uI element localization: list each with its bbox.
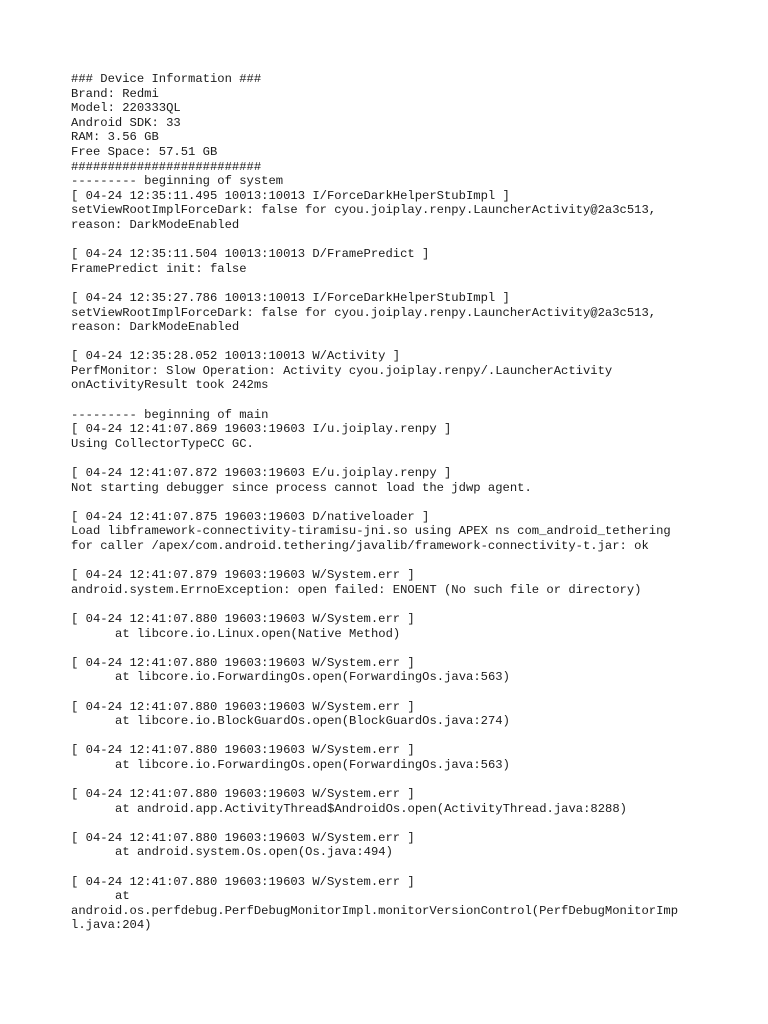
device-free-space: Free Space: 57.51 GB — [71, 144, 218, 159]
stack-trace-line: android.os.perfdebug.PerfDebugMonitorImpl.monitorVersionControl(PerfDebugMonitorImp — [71, 903, 679, 918]
stack-trace-line: l.java:204) — [71, 918, 152, 933]
stack-trace-line: at android.app.ActivityThread$AndroidOs.open(ActivityThread.java:8288) — [115, 801, 627, 816]
device-ram: RAM: 3.56 GB — [71, 130, 159, 145]
blank-line — [71, 860, 751, 875]
log-entry-header: [ 04-24 12:41:07.880 19603:19603 W/System.err ] — [71, 611, 415, 626]
log-entry-line: reason: DarkModeEnabled — [71, 217, 240, 232]
log-entry — [71, 291, 751, 335]
blank-line — [71, 451, 751, 466]
stack-trace-line: at libcore.io.BlockGuardOs.open(BlockGuardOs.java:274) — [115, 714, 510, 729]
log-entry-header: [ 04-24 12:41:07.869 19603:19603 I/u.joiplay.renpy ] — [71, 422, 452, 437]
log-entry-line: Using CollectorTypeCC GC. — [71, 436, 254, 451]
blank-line — [71, 641, 751, 656]
stack-trace-line: at — [115, 889, 130, 904]
log-entry — [71, 831, 751, 860]
log-entry — [71, 612, 751, 641]
log-entry-header: [ 04-24 12:41:07.880 19603:19603 W/System.err ] — [71, 699, 415, 714]
log-entry — [71, 466, 751, 495]
log-entry-line: android.system.ErrnoException: open failed: ENOENT (No such file or directory) — [71, 582, 642, 597]
log-entry-line: PerfMonitor: Slow Operation: Activity cyou.joiplay.renpy/.LauncherActivity — [71, 363, 613, 378]
section-system-header: --------- beginning of system — [71, 174, 284, 189]
log-entry-header: [ 04-24 12:41:07.879 19603:19603 W/System.err ] — [71, 568, 415, 583]
blank-line — [71, 233, 751, 248]
blank-line — [71, 773, 751, 788]
log-entry-line: reason: DarkModeEnabled — [71, 320, 240, 335]
log-entry-line: setViewRootImplForceDark: false for cyou.joiplay.renpy.LauncherActivity@2a3c513, — [71, 203, 657, 218]
log-entry — [71, 422, 751, 451]
blank-line — [71, 685, 751, 700]
log-entry-line: FramePredict init: false — [71, 261, 247, 276]
blank-line — [71, 393, 751, 408]
log-entry-header: [ 04-24 12:35:11.495 10013:10013 I/ForceDarkHelperStubImpl ] — [71, 188, 510, 203]
section-main-header: --------- beginning of main — [71, 407, 269, 422]
blank-line — [71, 729, 751, 744]
log-entry — [71, 349, 751, 393]
log-entry-line: setViewRootImplForceDark: false for cyou.joiplay.renpy.LauncherActivity@2a3c513, — [71, 305, 657, 320]
log-entry-header: [ 04-24 12:41:07.872 19603:19603 E/u.joiplay.renpy ] — [71, 466, 452, 481]
log-entry-header: [ 04-24 12:35:11.504 10013:10013 D/FramePredict ] — [71, 247, 430, 262]
log-entry — [71, 787, 751, 816]
device-sdk: Android SDK: 33 — [71, 115, 181, 130]
log-entry-line: for caller /apex/com.android.tethering/javalib/framework-connectivity-t.jar: ok — [71, 539, 649, 553]
log-entry-header: [ 04-24 12:41:07.880 19603:19603 W/System.err ] — [71, 874, 415, 889]
log-entry — [71, 568, 751, 597]
blank-line — [71, 335, 751, 350]
log-entry-header: [ 04-24 12:41:07.880 19603:19603 W/System.err ] — [71, 655, 415, 670]
stack-trace-line: at libcore.io.Linux.open(Native Method) — [115, 626, 401, 641]
log-entry-header: [ 04-24 12:41:07.880 19603:19603 W/System.err ] — [71, 743, 415, 758]
log-entry — [71, 875, 751, 933]
log-entry — [71, 656, 751, 685]
blank-line — [71, 554, 751, 569]
blank-line — [71, 276, 751, 291]
log-entry — [71, 700, 751, 729]
stack-trace-line: at libcore.io.ForwardingOs.open(ForwardingOs.java:563) — [115, 757, 510, 772]
device-info-header: ### Device Information ### — [71, 72, 262, 86]
log-entry-header: [ 04-24 12:35:28.052 10013:10013 W/Activity ] — [71, 349, 401, 364]
log-entry-header: [ 04-24 12:41:07.880 19603:19603 W/System.err ] — [71, 830, 415, 845]
blank-line — [71, 597, 751, 612]
log-entry-line: Not starting debugger since process cannot load the jdwp agent. — [71, 480, 532, 495]
log-entry-header: [ 04-24 12:41:07.880 19603:19603 W/System.err ] — [71, 787, 415, 802]
stack-trace-line: at libcore.io.ForwardingOs.open(ForwardingOs.java:563) — [115, 670, 510, 685]
log-entry-line: Load libframework-connectivity-tiramisu-jni.so using APEX ns com_android_tethering — [71, 524, 671, 539]
device-brand: Brand: Redmi — [71, 86, 159, 101]
blank-line — [71, 816, 751, 831]
log-entry — [71, 743, 751, 772]
device-model: Model: 220333QL — [71, 101, 181, 116]
log-entry — [71, 510, 751, 554]
log-entry-header: [ 04-24 12:35:27.786 10013:10013 I/ForceDarkHelperStubImpl ] — [71, 290, 510, 305]
log-entry — [71, 247, 751, 276]
log-entry-line: onActivityResult took 242ms — [71, 378, 269, 393]
log-entry-header: [ 04-24 12:41:07.875 19603:19603 D/nativeloader ] — [71, 509, 430, 524]
stack-trace-line: at android.system.Os.open(Os.java:494) — [115, 845, 393, 860]
log-entry — [71, 189, 751, 233]
blank-line — [71, 495, 751, 510]
device-info-footer: ########################## — [71, 159, 262, 174]
log-document — [71, 72, 751, 933]
